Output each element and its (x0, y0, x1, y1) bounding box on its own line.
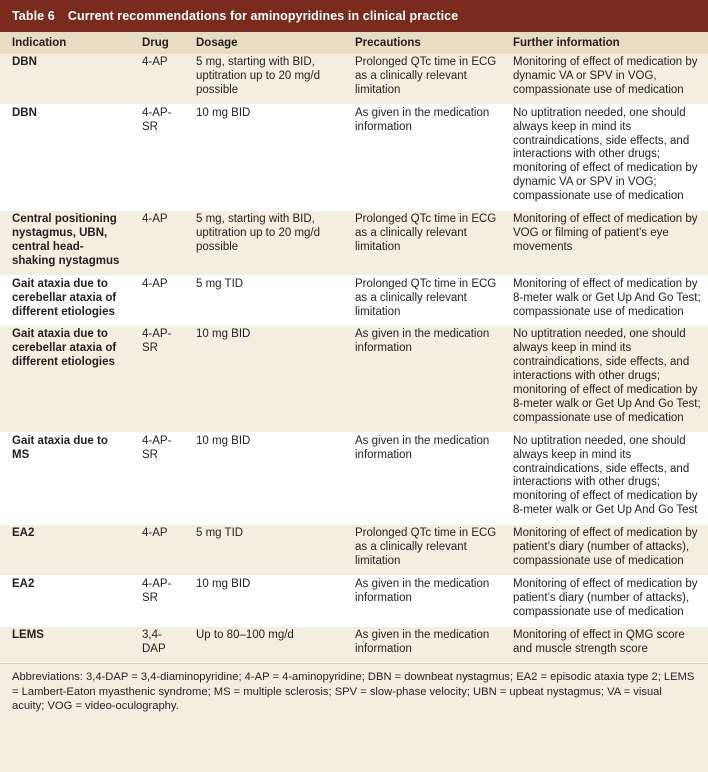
cell-drug: 4-AP (130, 54, 183, 104)
cell-indication: Gait ataxia due to MS (0, 432, 130, 524)
header-dosage: Dosage (183, 32, 343, 54)
cell-dosage: 5 mg, starting with BID, uptitration up to 20 mg/d possible (183, 211, 343, 276)
cell-further-information: Monitoring of effect of medication by patient’s diary (number of attacks), compassionate use of medication (501, 525, 708, 576)
cell-indication: EA2 (0, 575, 130, 626)
table-title-bar (0, 0, 708, 32)
cell-indication: DBN (0, 54, 130, 104)
table-row (0, 525, 708, 576)
cell-further-information: No uptitration needed, one should always keep in mind its contraindications, side effects, and interactions with other drugs; monitoring of effect of medication by 8-meter walk or Get Up And Go Test; compassionate use of medication (501, 326, 708, 432)
cell-further-information: Monitoring of effect of medication by VOG or filming of patient’s eye movements (501, 211, 708, 276)
cell-indication: Gait ataxia due to cerebellar ataxia of different etiologies (0, 275, 130, 326)
table-title: Current recommendations for aminopyridines in clinical practice (67, 9, 459, 23)
cell-indication: LEMS (0, 626, 130, 663)
cell-indication: EA2 (0, 525, 130, 576)
cell-dosage: 5 mg, starting with BID, uptitration up to 20 mg/d possible (183, 54, 343, 104)
cell-further-information: No uptitration needed, one should always keep in mind its contraindications, side effects, and interactions with other drugs; monitoring of effect of medication by dynamic VA or SPV in VOG; compassionate use of medication (501, 104, 708, 210)
cell-precautions: Prolonged QTc time in ECG as a clinically relevant limitation (343, 54, 501, 104)
cell-further-information: Monitoring of effect of medication by 8-meter walk or Get Up And Go Test; compassionate use of medication (501, 275, 708, 326)
cell-drug: 3,4-DAP (130, 626, 183, 663)
table-row (0, 54, 708, 104)
cell-dosage: 10 mg BID (183, 326, 343, 432)
cell-precautions: Prolonged QTc time in ECG as a clinically relevant limitation (343, 525, 501, 576)
cell-drug: 4-AP (130, 275, 183, 326)
header-further-information: Further information (501, 32, 708, 54)
table-label: Table 6 (12, 9, 55, 23)
cell-dosage: 5 mg TID (183, 275, 343, 326)
cell-drug: 4-AP-SR (130, 326, 183, 432)
table-row (0, 575, 708, 626)
cell-precautions: As given in the medication information (343, 432, 501, 524)
cell-drug: 4-AP (130, 525, 183, 576)
cell-dosage: 10 mg BID (183, 104, 343, 210)
cell-precautions: Prolonged QTc time in ECG as a clinically relevant limitation (343, 211, 501, 276)
cell-precautions: As given in the medication information (343, 326, 501, 432)
table-row (0, 275, 708, 326)
cell-precautions: Prolonged QTc time in ECG as a clinically relevant limitation (343, 275, 501, 326)
header-drug: Drug (130, 32, 183, 54)
table-row (0, 432, 708, 524)
header-row (0, 32, 708, 54)
cell-dosage: 10 mg BID (183, 432, 343, 524)
table-row (0, 104, 708, 210)
cell-dosage: Up to 80–100 mg/d (183, 626, 343, 663)
table-row (0, 326, 708, 432)
cell-further-information: Monitoring of effect in QMG score and muscle strength score (501, 626, 708, 663)
table-row (0, 211, 708, 276)
table-footnote: Abbreviations: 3,4-DAP = 3,4-diaminopyridine; 4-AP = 4-aminopyridine; DBN = downbeat nystagmus; EA2 = episodic ataxia type 2; LEMS = Lambert-Eaton myasthenic syndrome; MS = multiple sclerosis; SPV = slow-phase velocity; UBN = upbeat nystagmus; VA = visual acuity; VOG = video-oculography. (0, 663, 708, 713)
cell-indication: DBN (0, 104, 130, 210)
cell-drug: 4-AP-SR (130, 104, 183, 210)
cell-further-information: Monitoring of effect of medication by dynamic VA or SPV in VOG, compassionate use of medication (501, 54, 708, 104)
header-precautions: Precautions (343, 32, 501, 54)
cell-precautions: As given in the medication information (343, 575, 501, 626)
cell-dosage: 10 mg BID (183, 575, 343, 626)
cell-drug: 4-AP (130, 211, 183, 276)
table-row (0, 626, 708, 663)
cell-further-information: No uptitration needed, one should always keep in mind its contraindications, side effects, and interactions with other drugs; monitoring of effect of medication by 8-meter walk or Get Up And Go Test (501, 432, 708, 524)
cell-further-information: Monitoring of effect of medication by patient’s diary (number of attacks), compassionate use of medication (501, 575, 708, 626)
cell-dosage: 5 mg TID (183, 525, 343, 576)
cell-drug: 4-AP-SR (130, 432, 183, 524)
cell-drug: 4-AP-SR (130, 575, 183, 626)
header-indication: Indication (0, 32, 130, 54)
cell-precautions: As given in the medication information (343, 626, 501, 663)
cell-precautions: As given in the medication information (343, 104, 501, 210)
cell-indication: Gait ataxia due to cerebellar ataxia of different etiologies (0, 326, 130, 432)
recommendations-table (0, 32, 708, 663)
cell-indication: Central positioning nystagmus, UBN, central head-shaking nystagmus (0, 211, 130, 276)
